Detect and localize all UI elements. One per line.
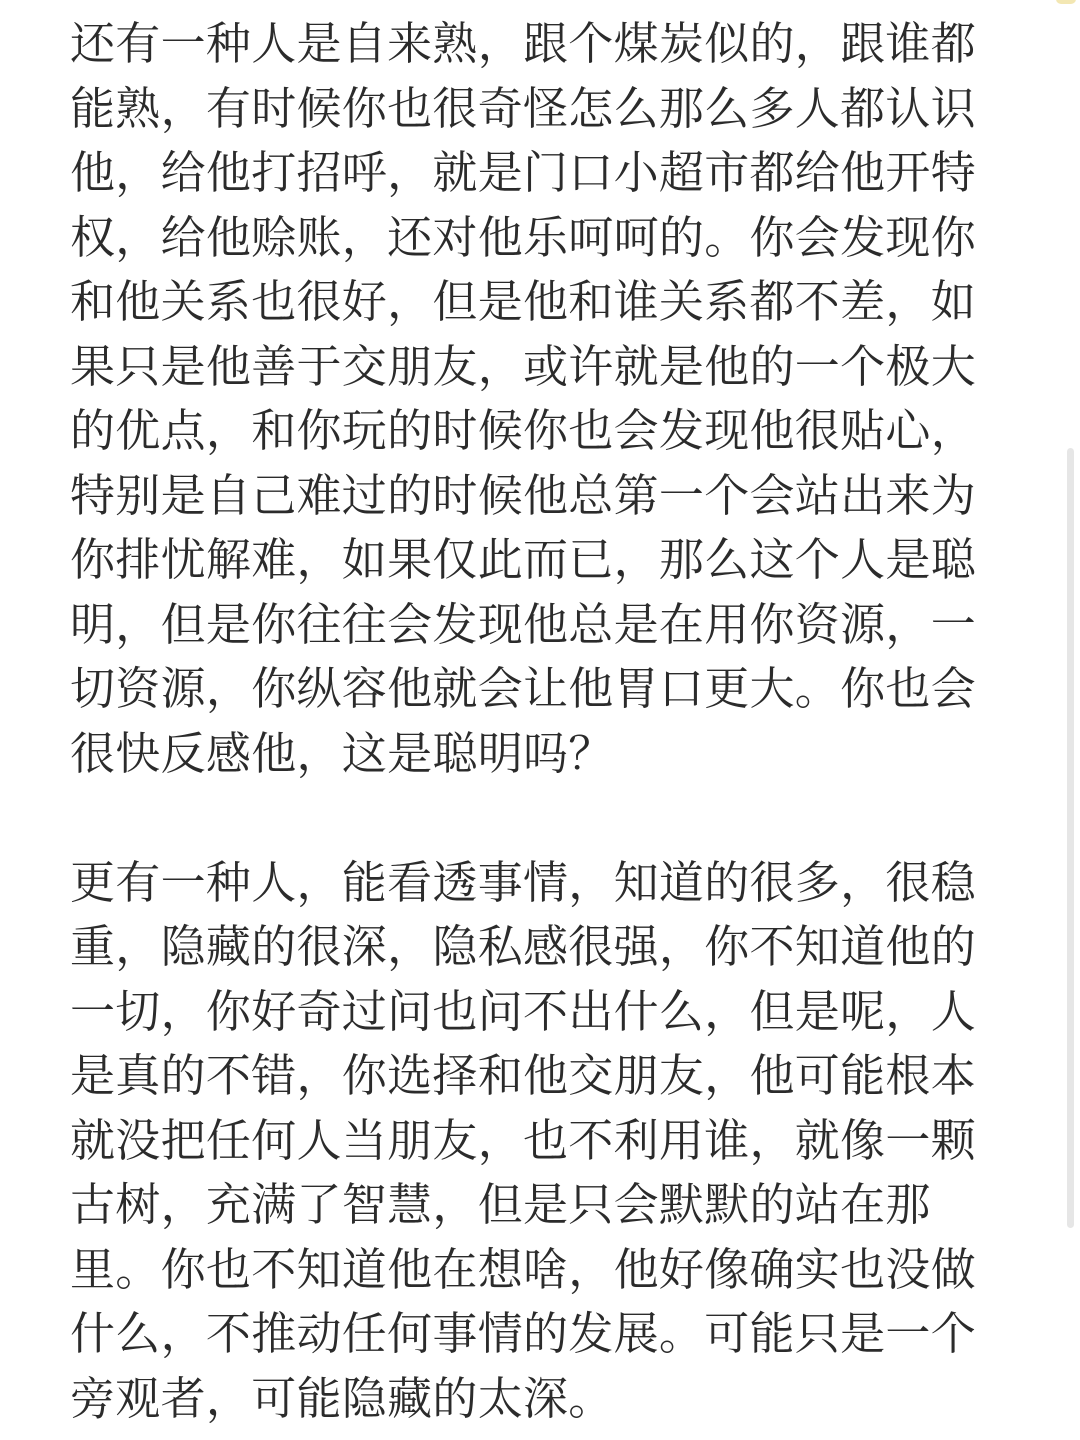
paragraph-1 [70, 12, 980, 786]
scroll-indicator[interactable] [1067, 448, 1074, 1228]
text-line: 什么，不推动任何事情的发展。可能只是一个 [70, 1307, 977, 1360]
text-line: 能熟，有时候你也很奇怪怎么那么多人都认识 [70, 81, 977, 135]
text-line: 古树，充满了智慧，但是只会默默的站在那 [70, 1178, 931, 1231]
text-line: 果只是他善于交朋友，或许就是他的一个极大 [70, 339, 977, 393]
text-line: 一切，你好奇过问也问不出什么，但是呢，人 [70, 984, 977, 1038]
text-line: 更有一种人，能看透事情，知道的很多，很稳 [70, 855, 977, 909]
text-line: 还有一种人是自来熟，跟个煤炭似的，跟谁都 [70, 17, 977, 70]
text-line: 权，给他赊账，还对他乐呵呵的。你会发现你 [70, 210, 977, 264]
text-line: 里。你也不知道他在想啥，他好像确实也没做 [70, 1242, 977, 1296]
text-line: 就没把任何人当朋友，也不利用谁，就像一颗 [70, 1113, 977, 1167]
text-line: 是真的不错，你选择和他交朋友，他可能根本 [70, 1049, 977, 1102]
text-line: 和他关系也很好，但是他和谁关系都不差，如 [70, 275, 977, 328]
text-line: 旁观者，可能隐藏的太深。 [70, 1371, 614, 1425]
text-line: 重，隐藏的很深，隐私感很强，你不知道他的 [70, 920, 977, 973]
text-line: 切资源，你纵容他就会让他胃口更大。你也会 [70, 662, 977, 715]
corner-decoration [1056, 0, 1076, 4]
text-line: 的优点，和你玩的时候你也会发现他很贴心， [70, 404, 977, 457]
article-body [70, 12, 980, 1431]
text-line: 特别是自己难过的时候他总第一个会站出来为 [70, 468, 977, 522]
paragraph-2 [70, 851, 980, 1432]
text-line: 明，但是你往往会发现他总是在用你资源，一 [70, 597, 977, 651]
text-line: 你排忧解难，如果仅此而已，那么这个人是聪 [70, 533, 977, 586]
text-line: 很快反感他，这是聪明吗？ [70, 726, 614, 780]
paragraph-spacer [70, 786, 980, 851]
text-line: 他，给他打招呼，就是门口小超市都给他开特 [70, 146, 977, 199]
